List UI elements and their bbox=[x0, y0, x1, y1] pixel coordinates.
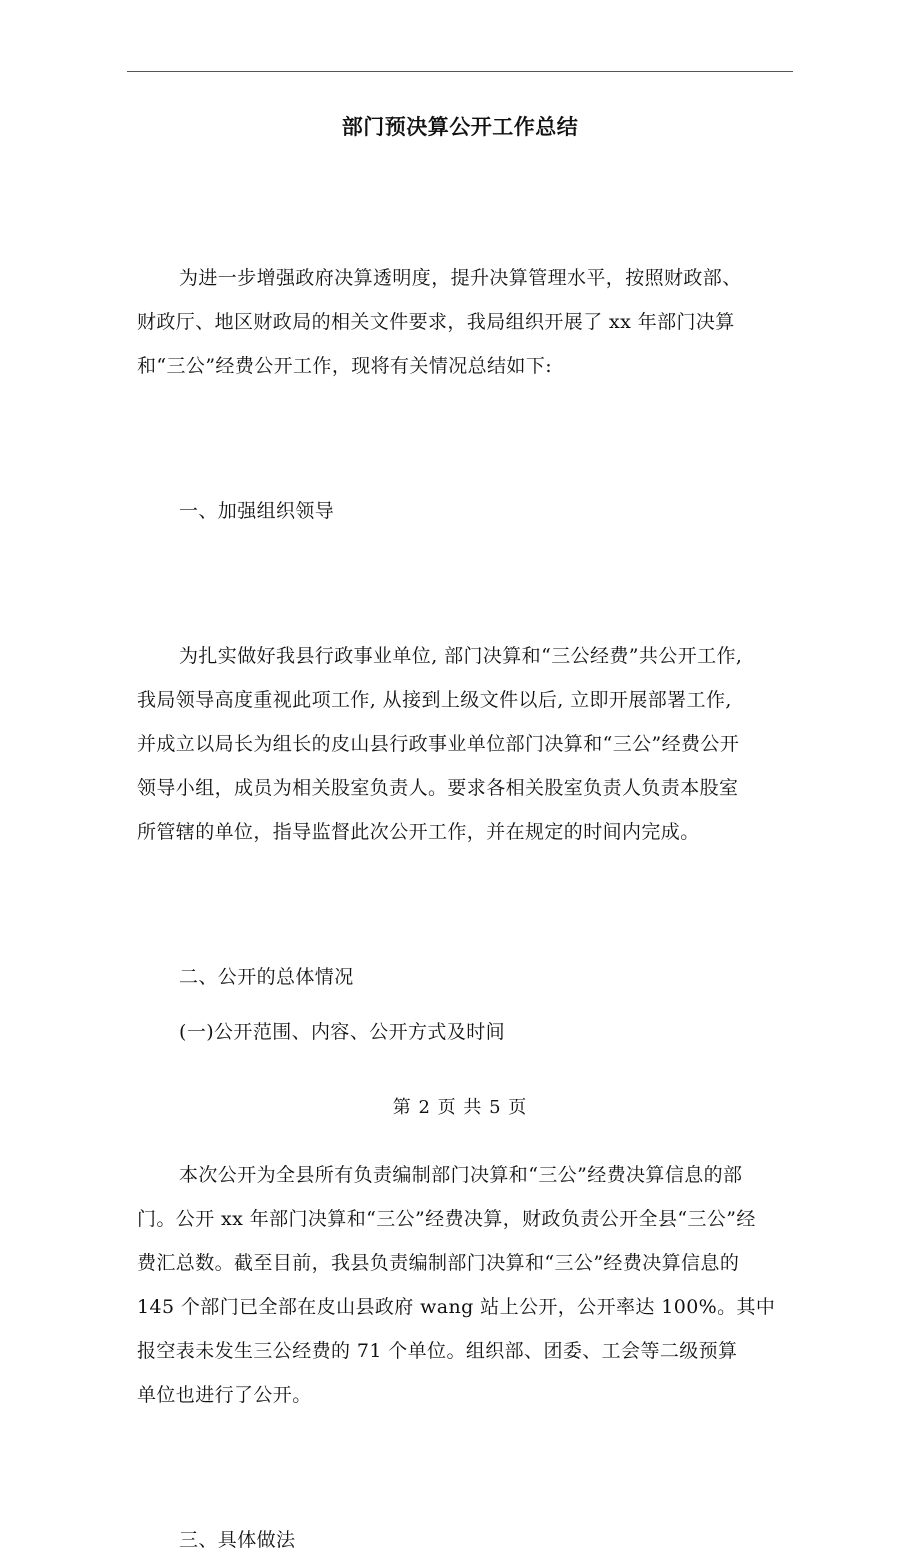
intro-line: 为进一步增强政府决算透明度，提升决算管理水平，按照财政部、 bbox=[179, 267, 742, 289]
page-number-footer: 第 2 页 共 5 页 bbox=[392, 1097, 528, 1118]
section-2-line: 门。公开 xx 年部门决算和“三公”经费决算，财政负责公开全县“三公”经 bbox=[137, 1208, 756, 1230]
section-2-paragraph bbox=[137, 1065, 797, 1505]
section-2-line: 费汇总数。截至目前，我县负责编制部门决算和“三公”经费决算信息的 bbox=[137, 1252, 740, 1274]
section-2-line: 145 个部门已全部在皮山县政府 wang 站上公开，公开率达 100%。其中 bbox=[137, 1296, 776, 1318]
document-body bbox=[137, 168, 797, 1562]
section-1-line: 领导小组，成员为相关股室负责人。要求各相关股室负责人负责本股室 bbox=[137, 777, 739, 799]
header-rule bbox=[127, 71, 793, 72]
section-1-line: 为扎实做好我县行政事业单位, 部门决算和“三公经费”共公开工作, bbox=[179, 645, 743, 667]
section-1-line: 我局领导高度重视此项工作, 从接到上级文件以后, 立即开展部署工作, bbox=[137, 689, 732, 711]
section-2-line: 单位也进行了公开。 bbox=[137, 1384, 312, 1406]
intro-line: 和“三公”经费公开工作，现将有关情况总结如下: bbox=[137, 355, 553, 377]
section-1-line: 并成立以局长为组长的皮山县行政事业单位部门决算和“三公”经费公开 bbox=[137, 733, 740, 755]
section-1-line: 所管辖的单位，指导监督此次公开工作，并在规定的时间内完成。 bbox=[137, 821, 700, 843]
section-3-heading: 三、具体做法 bbox=[179, 1529, 296, 1551]
document-title: 部门预决算公开工作总结 bbox=[341, 114, 579, 139]
section-2-heading: 二、公开的总体情况 bbox=[179, 966, 354, 988]
intro-line: 财政厅、地区财政局的相关文件要求，我局组织开展了 xx 年部门决算 bbox=[137, 311, 735, 333]
intro-paragraph bbox=[137, 168, 797, 476]
section-2-line: 本次公开为全县所有负责编制部门决算和“三公”经费决算信息的部 bbox=[179, 1164, 743, 1186]
section-2-line: 报空表未发生三公经费的 71 个单位。组织部、团委、工会等二级预算 bbox=[137, 1340, 738, 1362]
section-1-heading: 一、加强组织领导 bbox=[179, 500, 335, 522]
section-1-paragraph bbox=[137, 546, 797, 942]
section-2-sub-heading: (一)公开范围、内容、公开方式及时间 bbox=[179, 1021, 506, 1043]
